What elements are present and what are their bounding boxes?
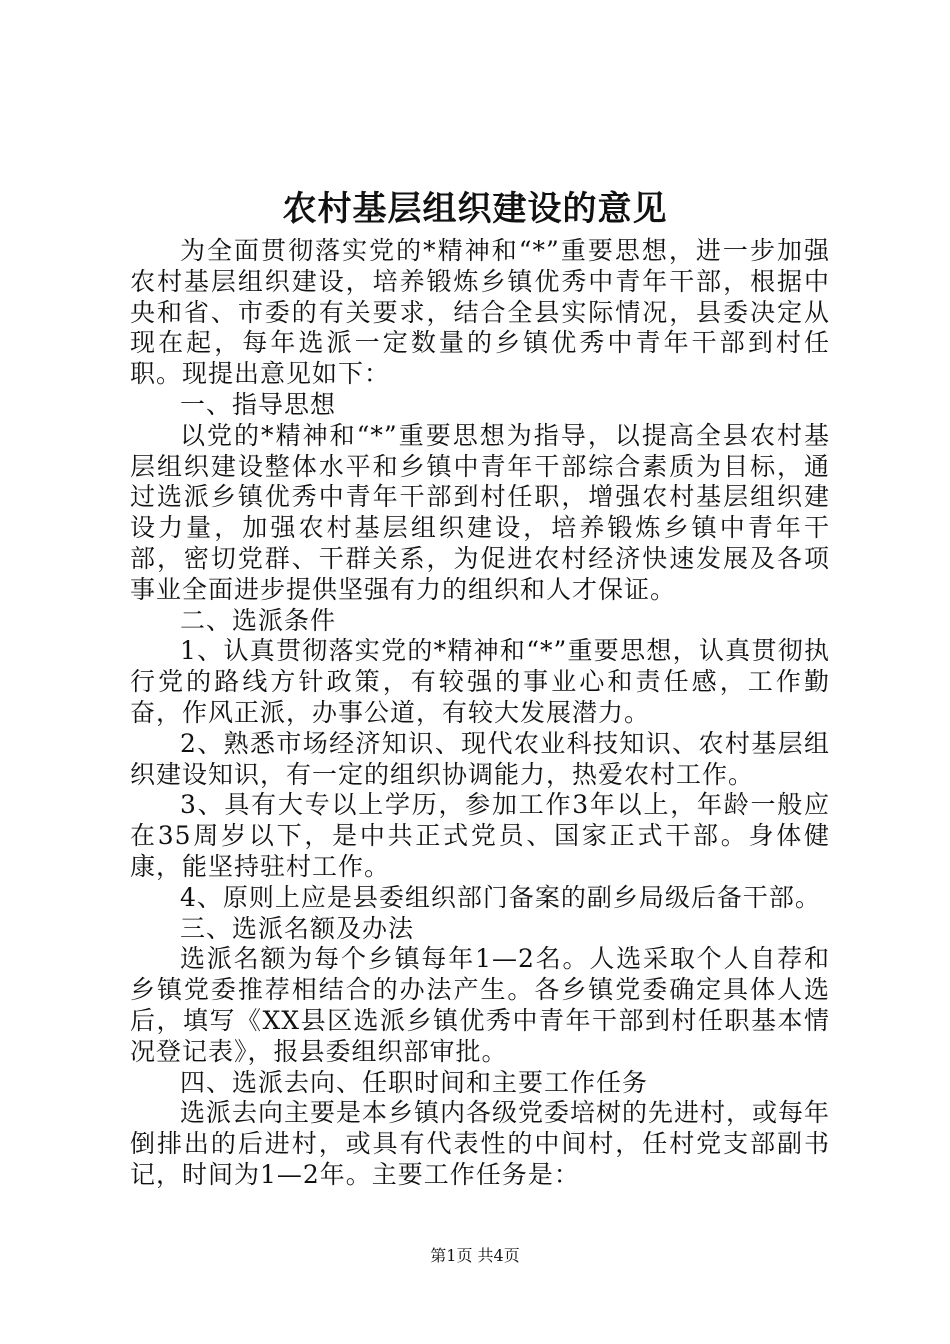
guiding-ideology-paragraph: 以党的*精神和“*”重要思想为指导，以提高全县农村基层组织建设整体水平和乡镇中青年干部综合素质为目标，通过选派乡镇优秀中青年干部到村任职，增强农村基层组织建设力量，加强农村基层组织建设，培养锻炼乡镇中青年干部，密切党群、干群关系，为促进农村经济快速发展及各项事业全面进步提供坚强有力的组织和人才保证。 [130, 420, 830, 604]
criteria-item-3: 3、具有大专以上学历，参加工作3年以上，年龄一般应在35周岁以下，是中共正式党员、国家正式干部。身体健康，能坚持驻村工作。 [130, 790, 830, 881]
assignment-paragraph: 选派去向主要是本乡镇内各级党委培树的先进村，或每年倒排出的后进村，或具有代表性的中间村，任村党支部副书记，时间为1—2年。主要工作任务是： [130, 1098, 831, 1189]
criteria-item-4: 4、原则上应是县委组织部门备案的副乡局级后备干部。 [180, 882, 821, 912]
criteria-item-2: 2、熟悉市场经济知识、现代农业科技知识、农村基层组织建设知识，有一定的组织协调能力，热爱农村工作。 [130, 728, 830, 789]
quota-paragraph: 选派名额为每个乡镇每年1—2名。人选采取个人自荐和乡镇党委推荐相结合的办法产生。各乡镇党委确定具体人选后，填写《XX县区选派乡镇优秀中青年干部到村任职基本情况登记表》，报县委组织部审批。 [130, 944, 830, 1066]
criteria-item-1: 1、认真贯彻落实党的*精神和“*”重要思想，认真贯彻执行党的路线方针政策，有较强的事业心和责任感，工作勤奋，作风正派，办事公道，有较大发展潜力。 [130, 636, 830, 727]
page-footer: 第1页 共4页 [430, 1246, 520, 1265]
section-heading-selection-criteria: 二、选派条件 [180, 605, 337, 635]
section-heading-assignment: 四、选派去向、任职时间和主要工作任务 [180, 1067, 649, 1097]
intro-paragraph: 为全面贯彻落实党的*精神和“*”重要思想，进一步加强农村基层组织建设，培养锻炼乡镇优秀中青年干部，根据中央和省、市委的有关要求，结合全县实际情况，县委决定从现在起，每年选派一定数量的乡镇优秀中青年干部到村任职。现提出意见如下： [130, 236, 830, 389]
document-title: 农村基层组织建设的意见 [282, 189, 668, 229]
document-body [130, 236, 830, 1191]
section-heading-quota-and-method: 三、选派名额及办法 [180, 913, 415, 943]
section-heading-guiding-ideology: 一、指导思想 [180, 389, 337, 419]
